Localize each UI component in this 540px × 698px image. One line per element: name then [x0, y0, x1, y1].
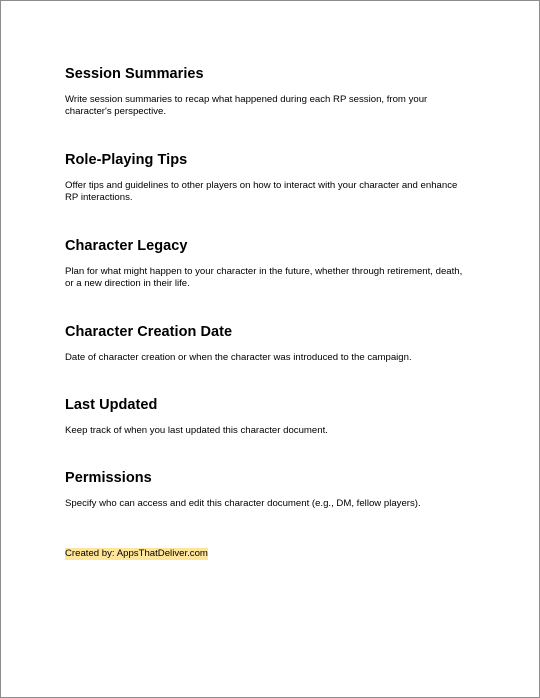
section-heading: Last Updated — [65, 397, 158, 413]
section-heading: Session Summaries — [65, 66, 204, 82]
section-body: Specify who can access and edit this character document (e.g., DM, fellow players). — [65, 498, 421, 509]
section-heading: Permissions — [65, 470, 152, 486]
section-last-updated — [65, 396, 475, 437]
creator-credit-link[interactable]: Created by: AppsThatDeliver.com — [65, 548, 208, 559]
section-body: Keep track of when you last updated this character document. — [65, 425, 328, 436]
section-session-summaries — [65, 65, 475, 118]
section-character-legacy — [65, 237, 475, 290]
section-role-playing-tips — [65, 151, 475, 204]
section-body: Date of character creation or when the character was introduced to the campaign. — [65, 352, 412, 363]
section-body: Offer tips and guidelines to other players on how to interact with your character and enhance RP interactions. — [65, 180, 458, 203]
section-permissions — [65, 469, 475, 510]
section-heading: Role-Playing Tips — [65, 152, 188, 168]
section-body: Write session summaries to recap what happened during each RP session, from your character's perspective. — [65, 94, 428, 117]
section-body: Plan for what might happen to your character in the future, whether through retirement, death, or a new direction in their life. — [65, 266, 463, 289]
section-heading: Character Legacy — [65, 238, 188, 254]
section-heading: Character Creation Date — [65, 324, 233, 340]
section-character-creation-date — [65, 323, 475, 364]
